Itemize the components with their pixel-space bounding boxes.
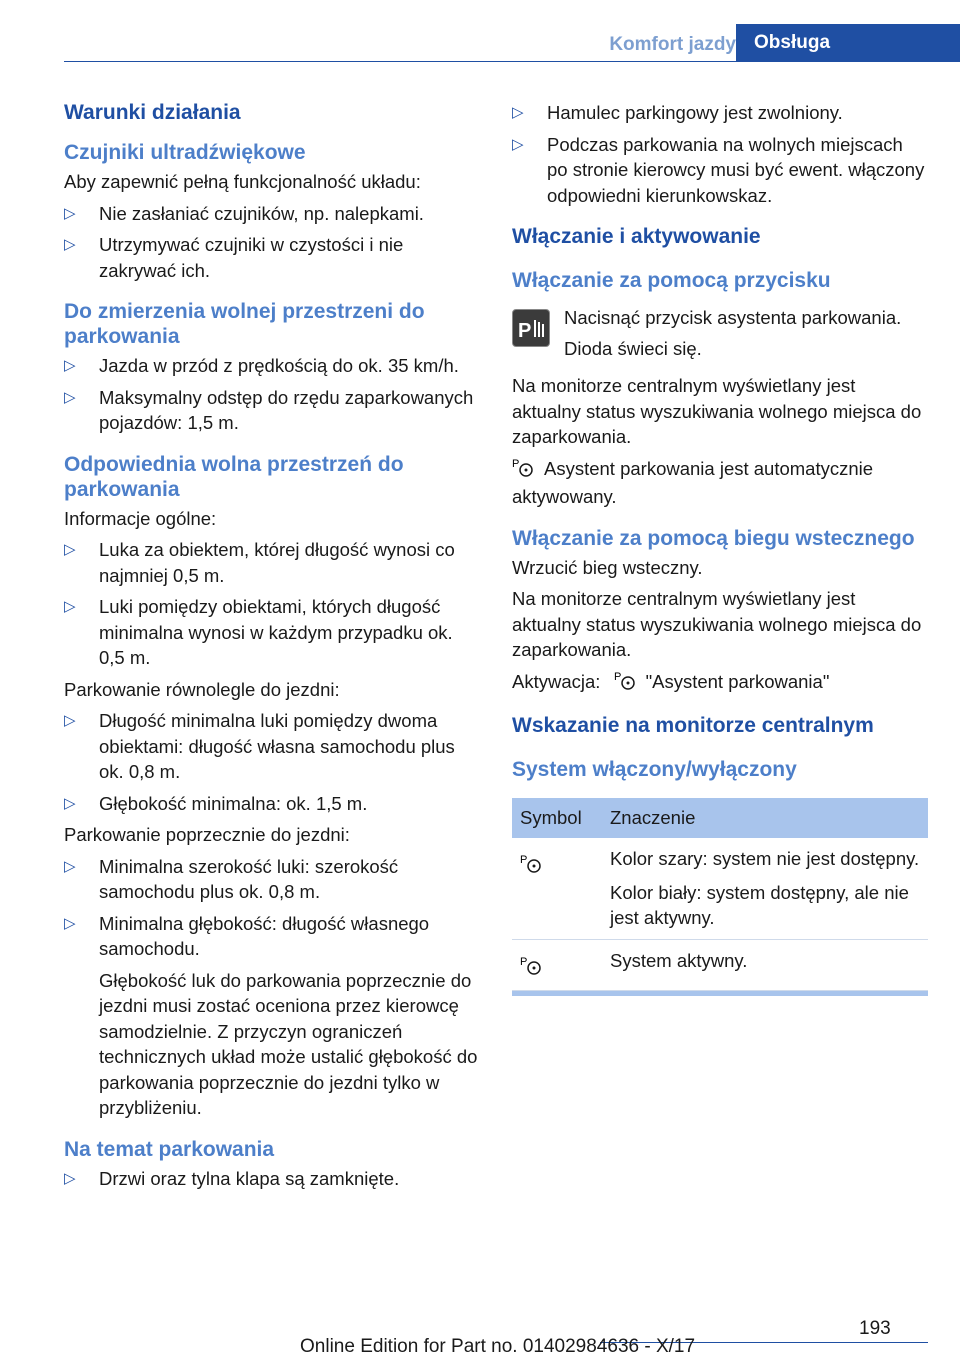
paragraph: Aktywacja: P "Asystent parkowania": [512, 669, 928, 698]
svg-text:P: P: [520, 854, 528, 866]
parking-steering-icon: [614, 669, 638, 698]
bullet-triangle-icon: ▷: [64, 857, 76, 875]
list-item: ▷ Podczas parkowania na wolnych miejscach po stronie kierowcy musi być ewent. włączony odpowiedni kierunkowskaz.: [512, 133, 925, 206]
list-item: ▷ Głębokość minimalna: ok. 1,5 m.: [64, 791, 478, 817]
svg-text:P: P: [512, 457, 520, 470]
heading-switch-on: Włączanie i aktywowanie: [512, 225, 761, 248]
page-number: 193: [859, 1318, 891, 1339]
paragraph: Nacisnąć przycisk asystenta parkowania.: [564, 307, 902, 328]
table-header-symbol: Symbol: [512, 798, 602, 838]
svg-text:P: P: [518, 320, 532, 342]
heading-measuring-space: Do zmierzenia wolnej przestrzeni do parkowania: [64, 300, 425, 348]
header-rule: [64, 61, 960, 62]
bullet-triangle-icon: ▷: [64, 204, 76, 222]
list-item: ▷ Maksymalny odstęp do rzędu zaparkowanych pojazdów: 1,5 m.: [64, 386, 474, 433]
heading-operating-conditions: Warunki działania: [64, 101, 241, 124]
chapter-tab: Obsługa: [736, 24, 960, 62]
symbol-table: [512, 798, 928, 991]
table-cell-symbol: [512, 939, 602, 991]
left-column: [64, 100, 478, 1197]
list-item: ▷ Minimalna głębokość: długość własnego samochodu. Głębokość luk do parkowania poprzecznie do jezdni musi zostać oceniona przez kierowcę samodzielnie. Z przyczyn ograniczeń technicznych układ może ustalić głębokość do parkowania poprzecznie do jezdni tylko w przybliżeniu.: [64, 911, 478, 1121]
list-item: ▷ Długość minimalna luki pomiędzy dwoma obiektami: długość własna samochodu plus ok. 0,8 m.: [64, 710, 455, 782]
bullet-triangle-icon: ▷: [64, 598, 76, 615]
paragraph: Parkowanie poprzecznie do jezdni:: [64, 824, 350, 845]
paragraph: Wrzucić bieg wsteczny.: [512, 556, 703, 578]
bullet-triangle-icon: ▷: [64, 388, 76, 406]
parking-assistant-button-icon: [512, 309, 550, 347]
table-header-meaning: Znaczenie: [602, 798, 928, 838]
bullet-triangle-icon: ▷: [64, 712, 76, 729]
heading-system-on-off: System włączony/wyłączony: [512, 758, 797, 781]
list-item-note: Głębokość luk do parkowania poprzecznie do jezdni musi zostać oceniona przez kierowcę samodzielnie. Z przyczyn ograniczeń technicznych układ może ustalić głębokość do parkowania poprzecznie do jezdni tylko w przybliżeniu.: [99, 969, 478, 1118]
page-header: [0, 24, 960, 62]
bullet-triangle-icon: ▷: [64, 236, 76, 253]
bullet-triangle-icon: ▷: [64, 914, 76, 932]
list-item: ▷ Jazda w przód z prędkością do ok. 35 km/h.: [64, 353, 478, 379]
bullet-triangle-icon: ▷: [512, 135, 524, 153]
heading-suitable-space: Odpowiednia wolna przestrzeń do parkowania: [64, 452, 404, 501]
list-item: ▷ Drzwi oraz tylna klapa są zamknięte.: [64, 1166, 478, 1192]
right-column: [512, 100, 928, 996]
paragraph: Na monitorze centralnym wyświetlany jest aktualny status wyszukiwania wolnego miejsca do zaparkowania.: [512, 375, 922, 447]
heading-ultrasonic-sensors: Czujniki ultradźwiękowe: [64, 141, 306, 164]
paragraph: Parkowanie równolegle do jezdni:: [64, 678, 340, 700]
heading-switch-on-button: Włączanie za pomocą przycisku: [512, 269, 831, 292]
table-row: [512, 939, 928, 991]
svg-text:P: P: [520, 955, 528, 968]
list-item: ▷ Minimalna szerokość luki: szerokość samochodu plus ok. 0,8 m.: [64, 855, 399, 902]
bullet-triangle-icon: ▷: [512, 104, 524, 121]
bullet-triangle-icon: ▷: [64, 1169, 76, 1187]
table-cell-meaning: System aktywny.: [602, 939, 928, 991]
list-item: ▷ Hamulec parkingowy jest zwolniony.: [512, 100, 928, 126]
parking-steering-icon: [520, 854, 544, 878]
section-tab: Komfort jazdy: [609, 34, 736, 55]
list-item: ▷ Utrzymywać czujniki w czystości i nie zakrywać ich.: [64, 234, 404, 281]
list-item: ▷ Luki pomiędzy obiektami, których długość minimalna wynosi w każdym przypadku ok. 0,5 m.: [64, 596, 453, 668]
bullet-triangle-icon: ▷: [64, 357, 76, 374]
heading-central-display: Wskazanie na monitorze centralnym: [512, 714, 874, 737]
paragraph: P Asystent parkowania jest automatycznie aktywowany.: [512, 457, 874, 507]
paragraph: Na monitorze centralnym wyświetlany jest aktualny status wyszukiwania wolnego miejsca do zaparkowania.: [512, 588, 922, 660]
parking-steering-active-icon: [520, 955, 544, 980]
paragraph: Aby zapewnić pełną funkcjonalność układu:: [64, 171, 421, 192]
footer-edition: Online Edition for Part no. 01402984636 - X/17: [300, 1336, 696, 1357]
button-instruction: [512, 305, 928, 361]
table-cell-symbol: [512, 838, 602, 939]
svg-text:P: P: [613, 670, 621, 683]
bullet-triangle-icon: ▷: [64, 541, 76, 558]
paragraph: Dioda świeci się.: [564, 337, 702, 359]
heading-about-parking: Na temat parkowania: [64, 1137, 275, 1161]
list-item: ▷ Luka za obiektem, której długość wynosi co najmniej 0,5 m.: [64, 539, 455, 586]
heading-switch-on-reverse: Włączanie za pomocą biegu wstecznego: [512, 526, 915, 550]
list-item: ▷ Nie zasłaniać czujników, np. nalepkami.: [64, 201, 478, 227]
table-bottom-rule: [512, 991, 928, 996]
parking-steering-icon: [512, 456, 536, 485]
paragraph: Informacje ogólne:: [64, 507, 217, 529]
table-row: [512, 838, 928, 939]
bullet-triangle-icon: ▷: [64, 794, 76, 812]
table-cell-meaning: Kolor szary: system nie jest dostępny. Kolor biały: system dostępny, ale nie jest aktywny.: [602, 838, 928, 939]
